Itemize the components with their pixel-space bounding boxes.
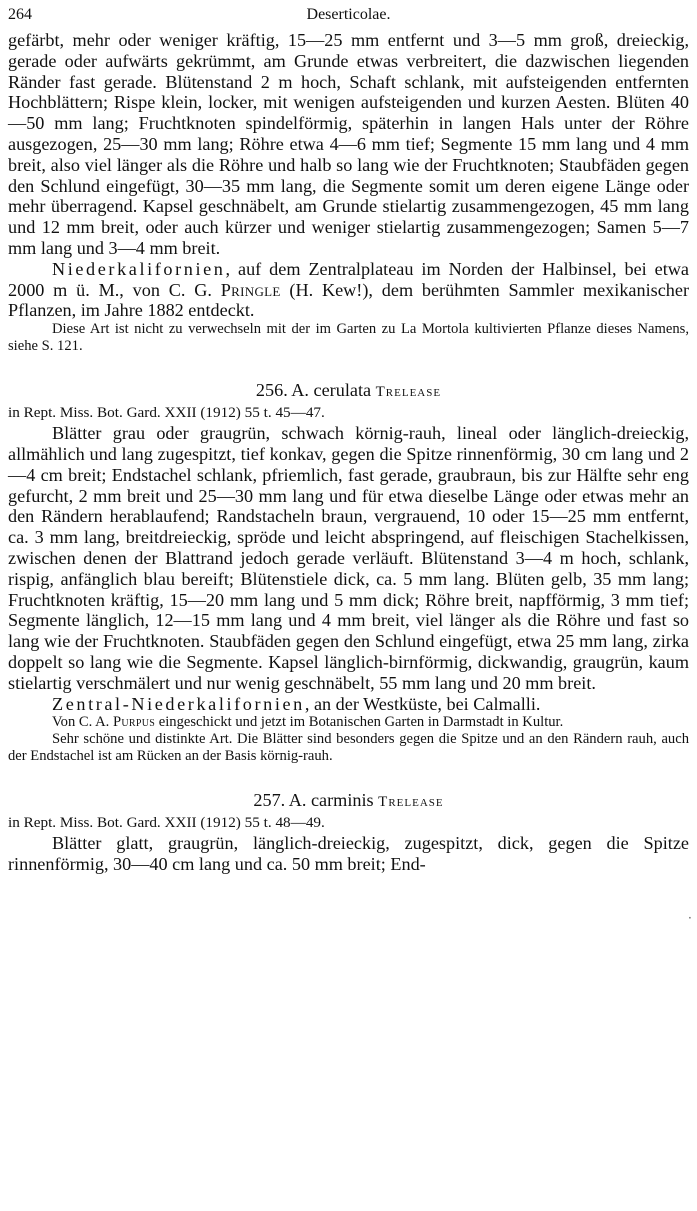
locality-text: , an der Westküste, bei Calmalli.	[304, 693, 541, 714]
locality-region: Zentral-Niederkalifornien	[52, 693, 305, 714]
note-text: Von C. A.	[52, 714, 113, 731]
locality-text-end: (H. Kew!), dem berühmten Sammler mexikanischer Pflanzen, im Jahre 1882 entdeckt.	[8, 279, 689, 321]
species-title: 257. A. carminis	[253, 790, 374, 811]
locality-paragraph-256	[8, 694, 689, 715]
note-text-end: eingeschickt und jetzt im Botanischen Garten in Darmstadt in Kultur.	[155, 714, 564, 731]
species-reference-256: in Rept. Miss. Bot. Gard. XXII (1912) 55 t. 45—47.	[8, 404, 325, 422]
section-gap	[8, 765, 689, 789]
page-number: 264	[8, 6, 32, 23]
book-page	[8, 4, 689, 875]
species-description-256: Blätter grau oder graugrün, schwach körnig-rauh, lineal oder länglich-dreieckig, allmählich und lang zugespitzt, tief konkav, gegen die Spitze rinnenförmig, 30 cm lang und 2—4 cm breit; Endstachel schlank, pfriemlich, fast gerade, graubraun, bis zur Hälfte sehr eng gefurcht, 2 mm breit und 25—30 mm lang und für etwa dieselbe Länge oder etwas mehr an den Rändern herablaufend; Randstacheln braun, vergrauend, 10 oder 15—25 mm entfernt, ca. 3 mm lang, breitdreieckig, spröde und leicht abspringend, auf fleischigen Stachelkissen, zwischen denen der Blattrand jedoch gerade verläuft. Blütenstand 3—4 m hoch, schlank, rispig, anfänglich blau bereift; Blütenstiele dick, ca. 5 mm lang. Blüten gelb, 35 mm lang; Fruchtknoten kräftig, 15—20 mm lang und 5 mm dick; Röhre breit, napfförmig, 3 mm tief; Segmente länglich, 12—15 mm lang und 4 mm breit, viel länger als die Röhre und fast so lang wie der Fruchtknoten. Staubfäden gegen den Schlund eingefügt, etwa 25 mm lang, zirka doppelt so lang wie die Segmente. Kapsel länglich-birnförmig, dickwandig, graugrün, kaum stielartig verschmälert und nur wenig geschnäbelt, 55 mm lang und 20 mm breit.	[8, 423, 689, 693]
continued-description: gefärbt, mehr oder weniger kräftig, 15—25 mm entfernt und 3—5 mm groß, dreieckig, gerade oder aufwärts gekrümmt, am Grunde etwas verbreitert, die dazwischen liegenden Ränder fast gerade. Blütenstand 2 m hoch, Schaft schlank, mit aufsteigenden entfernten Hochblättern; Rispe klein, locker, mit wenigen aufsteigenden und kurzen Aesten. Blüten 40—50 mm lang; Fruchtknoten spindelförmig, späterhin in langen Hals unter der Röhre ausgezogen, 25—30 mm lang; Röhre etwa 4—6 mm tief; Segmente 15 mm lang und 4 mm breit, also viel länger als die Röhre und halb so lang wie der Fruchtknoten; Staubfäden gegen den Schlund eingefügt, 30—35 mm lang, die Segmente somit um deren eigene Länge oder mehr überragend. Kapsel geschnäbelt, am Grunde stielartig zusammengezogen, 45 mm lang und 12 mm breit, oder auch kürzer und weniger stielartig zusammengezogen; Samen 5—7 mm lang und 3—4 mm breit.	[8, 30, 689, 258]
species-title: 256. A. cerulata	[255, 380, 372, 401]
species-heading-256	[8, 379, 689, 403]
note-paragraph-a	[8, 714, 689, 731]
collector-name: Purpus	[112, 714, 156, 731]
species-heading-257	[8, 789, 689, 813]
species-author: Trelease	[378, 794, 444, 811]
locality-paragraph-1	[8, 259, 689, 321]
note-paragraph-b: Sehr schöne und distinkte Art. Die Blätter sind besonders gegen die Spitze und an den Rändern rauh, auch der Endstachel ist am Rücken an der Basis körnig-rauh.	[8, 731, 689, 765]
species-author: Trelease	[375, 384, 442, 401]
margin-mark: ·	[688, 911, 692, 925]
running-title: Deserticolae.	[306, 6, 391, 23]
locality-region: Niederkalifornien	[52, 258, 226, 279]
page-body	[8, 30, 689, 875]
note-paragraph: Diese Art ist nicht zu verwechseln mit der im Garten zu La Mortola kultivierten Pflanze dieses Namens, siehe S. 121.	[8, 321, 689, 355]
species-reference-257: in Rept. Miss. Bot. Gard. XXII (1912) 55 t. 48—49.	[8, 814, 325, 832]
section-gap	[8, 355, 689, 379]
collector-name: Pringle	[220, 279, 281, 300]
locality-text: , auf dem Zentralplateau im Norden der Halbinsel, bei etwa 2000 m ü. M., von C. G.	[8, 258, 689, 300]
species-description-257: Blätter glatt, graugrün, länglich-dreieckig, zugespitzt, dick, gegen die Spitze rinnenförmig, 30—40 cm lang und ca. 50 mm breit; End-	[8, 833, 689, 875]
page-header	[8, 4, 689, 30]
